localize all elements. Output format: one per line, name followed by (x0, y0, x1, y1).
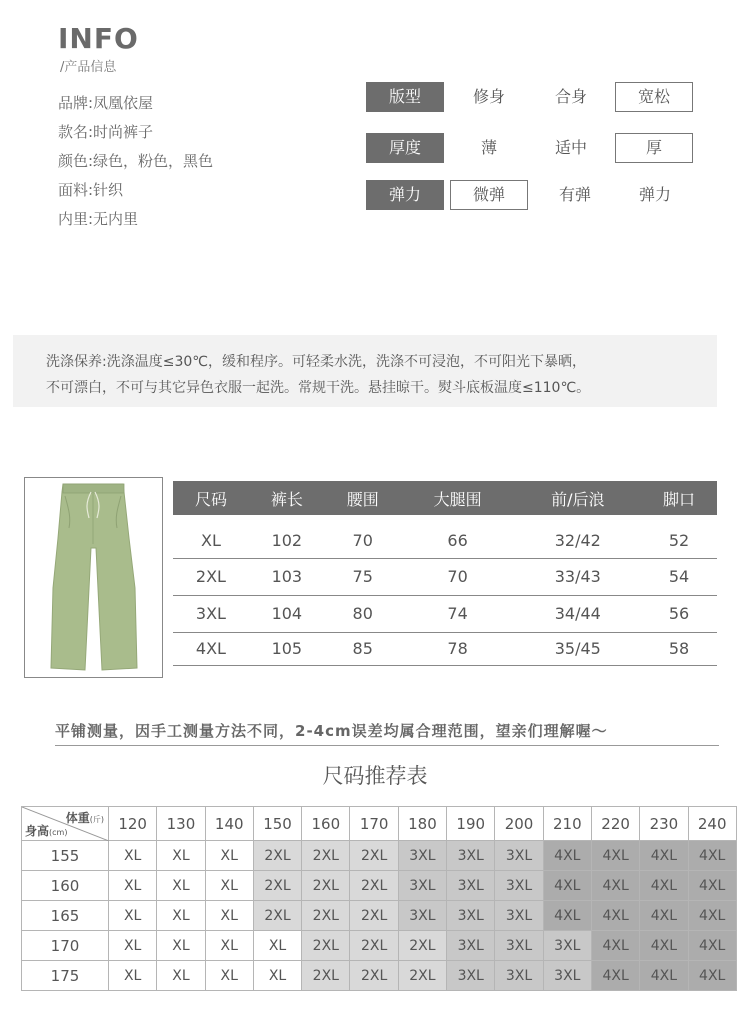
weight-unit: (斤) (89, 815, 104, 824)
size-cell: 56 (641, 595, 717, 632)
size-cell: 70 (401, 558, 515, 595)
size-cell: 74 (401, 595, 515, 632)
size-header-cell: 尺码 (173, 481, 249, 515)
recommend-size-cell: 2XL (302, 871, 350, 901)
size-cell: 85 (325, 632, 401, 665)
recommend-size-cell: XL (109, 931, 157, 961)
size-cell: 32/42 (514, 515, 641, 558)
size-header-cell: 腰围 (325, 481, 401, 515)
care-instructions (13, 335, 717, 407)
table-row (173, 595, 717, 632)
recommend-size-cell: 4XL (543, 901, 591, 931)
green-wide-leg-pants-image (25, 478, 162, 677)
attr-colors: 颜色:绿色，粉色，黑色 (58, 152, 214, 170)
height-cell: 170 (22, 931, 109, 961)
recommend-size-cell: 2XL (350, 961, 398, 991)
recommend-size-cell: XL (205, 841, 253, 871)
recommend-size-cell: 2XL (253, 841, 301, 871)
size-table (173, 481, 717, 666)
size-cell: 75 (325, 558, 401, 595)
recommend-size-cell: 3XL (495, 871, 543, 901)
table-row (22, 841, 737, 871)
attr-fabric: 面料:针织 (58, 181, 124, 199)
info-subtitle: /产品信息 (60, 60, 117, 75)
height-cell: 160 (22, 871, 109, 901)
recommend-size-cell: 4XL (591, 841, 639, 871)
rating-fit (366, 82, 706, 112)
size-cell: 80 (325, 595, 401, 632)
product-image (24, 477, 163, 678)
recommend-size-cell: 3XL (447, 901, 495, 931)
recommend-size-cell: 2XL (350, 871, 398, 901)
weight-header-cell: 160 (302, 807, 350, 841)
attr-brand: 品牌:凤凰依屋 (58, 94, 154, 112)
size-cell: 102 (249, 515, 325, 558)
recommend-size-cell: 3XL (447, 931, 495, 961)
recommend-size-cell: XL (157, 901, 205, 931)
rating-thickness (366, 133, 706, 163)
recommend-size-cell: XL (109, 841, 157, 871)
weight-header-cell: 120 (109, 807, 157, 841)
height-label-text: 身高 (25, 824, 50, 838)
size-cell: 4XL (173, 632, 249, 665)
care-line-1: 洗涤保养:洗涤温度≤30℃，缓和程序。可轻柔水洗，洗涤不可浸泡，不可阳光下暴晒， (46, 354, 586, 370)
size-cell: 66 (401, 515, 515, 558)
recommend-size-cell: 4XL (591, 931, 639, 961)
rating-fit-option: 合身 (554, 87, 587, 106)
recommend-size-cell: 2XL (350, 841, 398, 871)
recommend-size-cell: XL (205, 871, 253, 901)
table-row (22, 931, 737, 961)
care-line-2: 不可漂白，不可与其它异色衣服一起洗。常规干洗。悬挂晾干。熨斗底板温度≤110℃。 (46, 380, 591, 396)
table-row (22, 961, 737, 991)
height-unit: (cm) (49, 828, 68, 837)
size-header-cell: 前/后浪 (514, 481, 641, 515)
recommend-size-cell: 3XL (447, 871, 495, 901)
weight-header-cell: 240 (688, 807, 736, 841)
rating-stretch-option-selected: 微弹 (450, 180, 528, 210)
recommend-size-cell: 4XL (640, 961, 688, 991)
recommend-size-cell: 3XL (543, 961, 591, 991)
recommend-size-cell: 2XL (398, 961, 446, 991)
recommend-size-cell: 3XL (495, 841, 543, 871)
height-label (25, 822, 67, 839)
height-cell: 155 (22, 841, 109, 871)
recommend-size-cell: 2XL (253, 901, 301, 931)
size-cell: 33/43 (514, 558, 641, 595)
recommend-size-cell: 3XL (495, 931, 543, 961)
recommend-size-cell: XL (205, 961, 253, 991)
recommend-size-cell: 3XL (495, 901, 543, 931)
recommend-size-cell: XL (205, 931, 253, 961)
size-cell: 2XL (173, 558, 249, 595)
recommend-size-cell: 4XL (543, 871, 591, 901)
recommend-size-cell: 4XL (688, 901, 736, 931)
recommend-size-cell: 4XL (640, 901, 688, 931)
size-header-cell: 裤长 (249, 481, 325, 515)
recommend-size-cell: XL (157, 961, 205, 991)
size-cell: 54 (641, 558, 717, 595)
rating-fit-option-selected: 宽松 (615, 82, 693, 112)
recommend-size-cell: XL (157, 871, 205, 901)
rating-fit-option: 修身 (472, 87, 505, 106)
attr-style-name: 款名:时尚裤子 (58, 123, 154, 141)
recommend-size-cell: 2XL (350, 901, 398, 931)
recommend-size-cell: 3XL (495, 961, 543, 991)
rating-stretch-option: 有弹 (558, 185, 591, 204)
recommend-size-cell: 3XL (543, 931, 591, 961)
weight-header-cell: 220 (591, 807, 639, 841)
weight-header-cell: 190 (447, 807, 495, 841)
recommend-size-cell: 4XL (640, 871, 688, 901)
size-cell: 104 (249, 595, 325, 632)
recommend-size-cell: XL (205, 901, 253, 931)
table-row (173, 558, 717, 595)
size-cell: 58 (641, 632, 717, 665)
rating-stretch (366, 180, 706, 210)
recommend-size-cell: 2XL (350, 931, 398, 961)
recommend-size-cell: 4XL (640, 841, 688, 871)
size-cell: 34/44 (514, 595, 641, 632)
weight-header-cell: 200 (495, 807, 543, 841)
table-row (173, 632, 717, 665)
size-table-header (173, 481, 717, 515)
weight-label (66, 809, 104, 826)
recommend-size-cell: 2XL (398, 931, 446, 961)
recommend-size-cell: 3XL (398, 841, 446, 871)
size-cell: XL (173, 515, 249, 558)
weight-header-cell: 170 (350, 807, 398, 841)
weight-header-cell: 180 (398, 807, 446, 841)
info-title: INFO (58, 22, 139, 55)
recommend-size-cell: 4XL (591, 871, 639, 901)
size-cell: 52 (641, 515, 717, 558)
weight-header-cell: 140 (205, 807, 253, 841)
size-cell: 103 (249, 558, 325, 595)
size-cell: 70 (325, 515, 401, 558)
recommend-size-cell: XL (109, 871, 157, 901)
height-cell: 165 (22, 901, 109, 931)
size-cell: 78 (401, 632, 515, 665)
recommend-title: 尺码推荐表 (322, 764, 428, 788)
recommend-corner-cell (22, 807, 109, 841)
size-cell: 35/45 (514, 632, 641, 665)
recommend-size-cell: 2XL (302, 841, 350, 871)
recommend-size-cell: XL (157, 841, 205, 871)
weight-label-text: 体重 (65, 811, 90, 825)
attr-lining: 内里:无内里 (58, 210, 139, 228)
recommend-size-cell: 2XL (302, 901, 350, 931)
recommend-size-cell: 4XL (688, 871, 736, 901)
recommend-size-cell: XL (109, 901, 157, 931)
recommend-size-cell: 3XL (447, 841, 495, 871)
weight-header-cell: 210 (543, 807, 591, 841)
size-recommend-table (21, 806, 737, 991)
table-row (22, 901, 737, 931)
recommend-size-cell: 3XL (398, 871, 446, 901)
rating-stretch-label: 弹力 (366, 180, 444, 210)
weight-header-cell: 130 (157, 807, 205, 841)
size-cell: 3XL (173, 595, 249, 632)
size-header-cell: 脚口 (641, 481, 717, 515)
rating-thickness-option: 适中 (554, 138, 587, 157)
recommend-size-cell: 4XL (688, 961, 736, 991)
height-cell: 175 (22, 961, 109, 991)
rating-thickness-label: 厚度 (366, 133, 444, 163)
size-cell: 105 (249, 632, 325, 665)
recommend-size-cell: XL (253, 931, 301, 961)
recommend-size-cell: 4XL (688, 931, 736, 961)
recommend-size-cell: 4XL (591, 961, 639, 991)
rating-stretch-option: 弹力 (638, 185, 671, 204)
recommend-size-cell: 2XL (302, 961, 350, 991)
recommend-size-cell: XL (157, 931, 205, 961)
recommend-size-cell: 2XL (253, 871, 301, 901)
recommend-size-cell: 3XL (447, 961, 495, 991)
recommend-size-cell: XL (109, 961, 157, 991)
measure-note: 平铺测量，因手工测量方法不同，2-4cm误差均属合理范围，望亲们理解喔～ (55, 720, 719, 746)
recommend-size-cell: 4XL (640, 931, 688, 961)
rating-thickness-option-selected: 厚 (615, 133, 693, 163)
recommend-header-row (22, 807, 737, 841)
recommend-size-cell: 4XL (591, 901, 639, 931)
rating-fit-label: 版型 (366, 82, 444, 112)
recommend-size-cell: 4XL (688, 841, 736, 871)
recommend-size-cell: 2XL (302, 931, 350, 961)
table-row (173, 515, 717, 558)
recommend-size-cell: XL (253, 961, 301, 991)
weight-header-cell: 150 (253, 807, 301, 841)
size-header-cell: 大腿围 (401, 481, 515, 515)
recommend-size-cell: 3XL (398, 901, 446, 931)
table-row (22, 871, 737, 901)
weight-header-cell: 230 (640, 807, 688, 841)
product-attributes (58, 92, 213, 237)
rating-thickness-option: 薄 (480, 138, 497, 157)
recommend-size-cell: 4XL (543, 841, 591, 871)
